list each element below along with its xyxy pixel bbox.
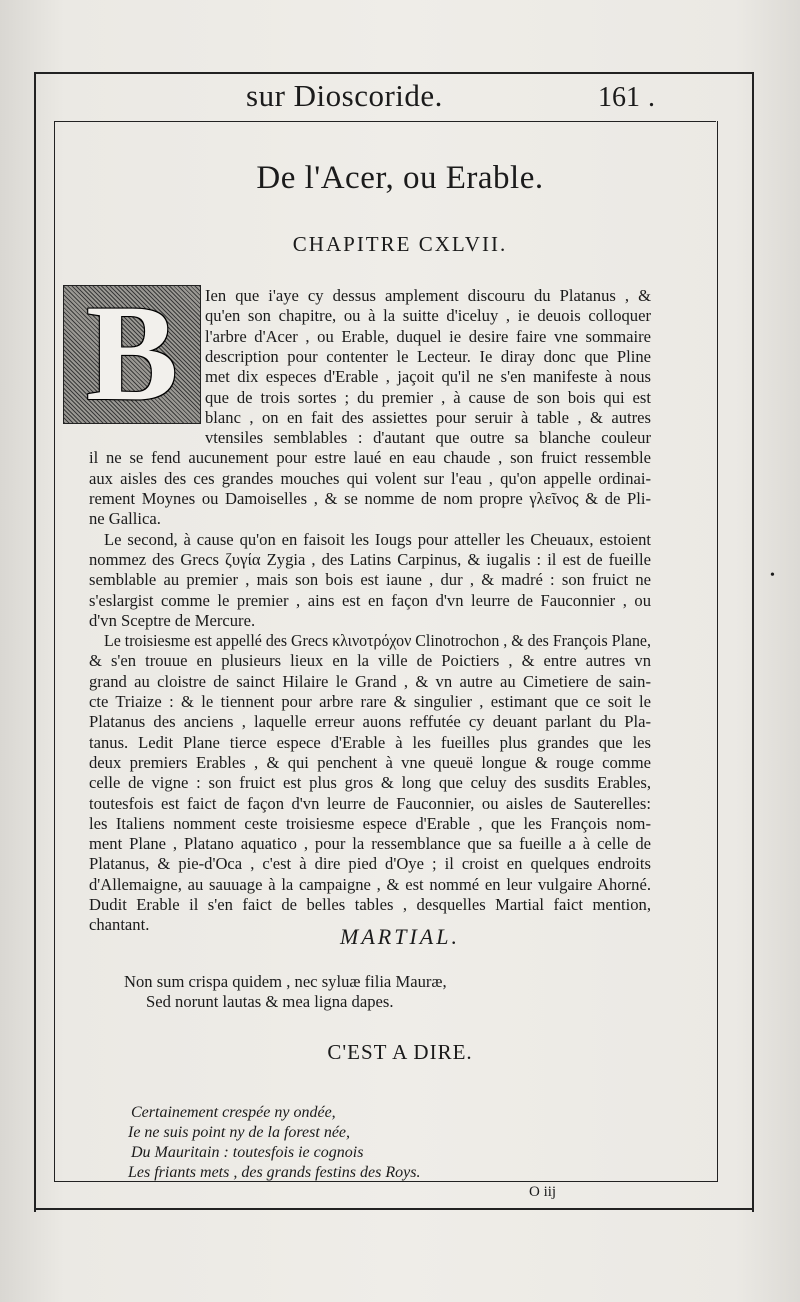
- body-line: vtensiles semblables : d'autant que outre sa blanche couleur: [205, 428, 651, 448]
- body-line: s'eslargist comme le premier , ains est en façon d'vn leurre de Fauconnier , ou: [89, 590, 651, 610]
- chapter-title: De l'Acer, ou Erable.: [256, 160, 544, 196]
- body-line: tanus. Ledit Plane tierce espece d'Erable à les fueilles plus grandes que les: [89, 732, 651, 752]
- body-line: toutesfois est faict de façon d'vn leurre de Fauconnier, ou aisles de Sauterelles:: [89, 793, 651, 813]
- body-line: description pour contenter le Lecteur. Ie diray donc que Pline: [205, 346, 651, 366]
- body-line: les Italiens nomment ceste troisiesme espece d'Erable , que les François nom-: [89, 813, 651, 833]
- body-line: & s'en trouue en plusieurs lieux en la ville de Poictiers , & entre autres vn: [89, 651, 651, 671]
- running-head: sur Dioscoride.: [246, 78, 443, 113]
- body-line: d'Allemaigne, au sauuage à la campaigne , & est nommé en leur vulgaire Ahorné.: [89, 874, 651, 894]
- body-line: que de trois sortes ; du premier , à cause de son bois qui est: [205, 387, 651, 407]
- signature-mark: O iij: [529, 1184, 557, 1200]
- body-line: d'vn Sceptre de Mercure.: [89, 610, 256, 630]
- latin-verse-line: Sed norunt lautas & mea ligna dapes.: [146, 992, 394, 1011]
- body-line: il ne se fend aucunement pour estre laué en eau chaude , son fruict ressemble: [89, 448, 651, 468]
- body-line: Ien que i'aye cy dessus amplement discouru du Platanus , &: [205, 286, 651, 305]
- french-verse-line: Certainement crespée ny ondée,: [131, 1104, 336, 1121]
- body-line: met dix especes d'Erable , jaçoit qu'il ne s'en manifeste à nous: [205, 367, 651, 387]
- body-line: l'arbre d'Acer , ou Erable, duquel ie desire faire vne sommaire: [205, 326, 651, 346]
- body-line: aux aisles des ces grandes mouches qui volent sur l'eau , qu'on appelle ordinai-: [89, 468, 651, 488]
- body-line: chantant.: [89, 915, 150, 935]
- body-line: semblable au premier , mais son bois est iaune , dur , & madré : son fruict ne: [89, 570, 651, 590]
- margin-mark: •: [770, 568, 775, 583]
- french-verse-line: Les friants mets , des grands festins des Roys.: [128, 1164, 421, 1181]
- body-line: celle de vigne : son fruict est plus gros & long que celuy des susdits Erables,: [89, 773, 651, 793]
- body-line: blanc , on en fait des assiettes pour seruir à table , & autres: [205, 407, 651, 427]
- body-line: rement Moynes ou Damoiselles , & se nomme de nom propre γλεῖνος & de Pli-: [89, 489, 651, 508]
- body-line: ment Plane , Platano aquatico , pour la ressemblance que sa fueille a à celle de: [89, 834, 651, 854]
- cest-a-dire-heading: C'EST A DIRE.: [327, 1040, 473, 1064]
- latin-verse-line: Non sum crispa quidem , nec syluæ filia Mauræ,: [124, 972, 447, 991]
- outer-frame-bottom: [34, 1208, 752, 1210]
- body-line: Dudit Erable il s'en faict de belles tables , desquelles Martial faict mention,: [89, 895, 651, 914]
- page-number: 161: [598, 82, 640, 113]
- body-line: Platanus, & pie-d'Oca , c'est à dire pied d'Oye ; il croist en quelques endroits: [89, 854, 651, 874]
- martial-heading: MARTIAL.: [340, 924, 460, 949]
- body-line: deux premiers Erables , & qui penchent à vne queuë longue & rouge comme: [89, 752, 651, 772]
- chapter-number: CHAPITRE CXLVII.: [292, 232, 508, 256]
- body-line: qu'en son chapitre, ou à la suitte d'iceluy , ie deuois colloquer: [205, 306, 651, 326]
- decorated-initial: [63, 285, 201, 424]
- body-line: ne Gallica.: [89, 509, 161, 529]
- body-line: cte Triaize : & le tiennent pour arbre rare & singulier , estimant que ce soit le: [89, 692, 651, 711]
- body-line: Le second, à cause qu'on en faisoit les Iougs pour atteller les Cheuaux, estoient: [104, 529, 651, 549]
- initial-letter: B: [85, 285, 179, 424]
- french-verse-line: Du Mauritain : toutesfois ie cognois: [131, 1144, 364, 1161]
- page-number-dot: .: [648, 82, 655, 113]
- body-line: grand au cloistre de sainct Hilaire le Grand , & vn autre au Cimetiere de sain-: [89, 671, 651, 691]
- body-line: Le troisiesme est appellé des Grecs κλινοτρόχον Clinotrochon , & des François Plane,: [104, 631, 651, 651]
- body-line: Platanus des anciens , laquelle erreur auons reffutée cy deuant parlant du Pla-: [89, 712, 651, 732]
- french-verse-line: Ie ne suis point ny de la forest née,: [128, 1124, 351, 1141]
- body-line: nommez des Grecs ζυγία Zygia , des Latins Carpinus, & iugalis : il est de fueille: [89, 549, 651, 569]
